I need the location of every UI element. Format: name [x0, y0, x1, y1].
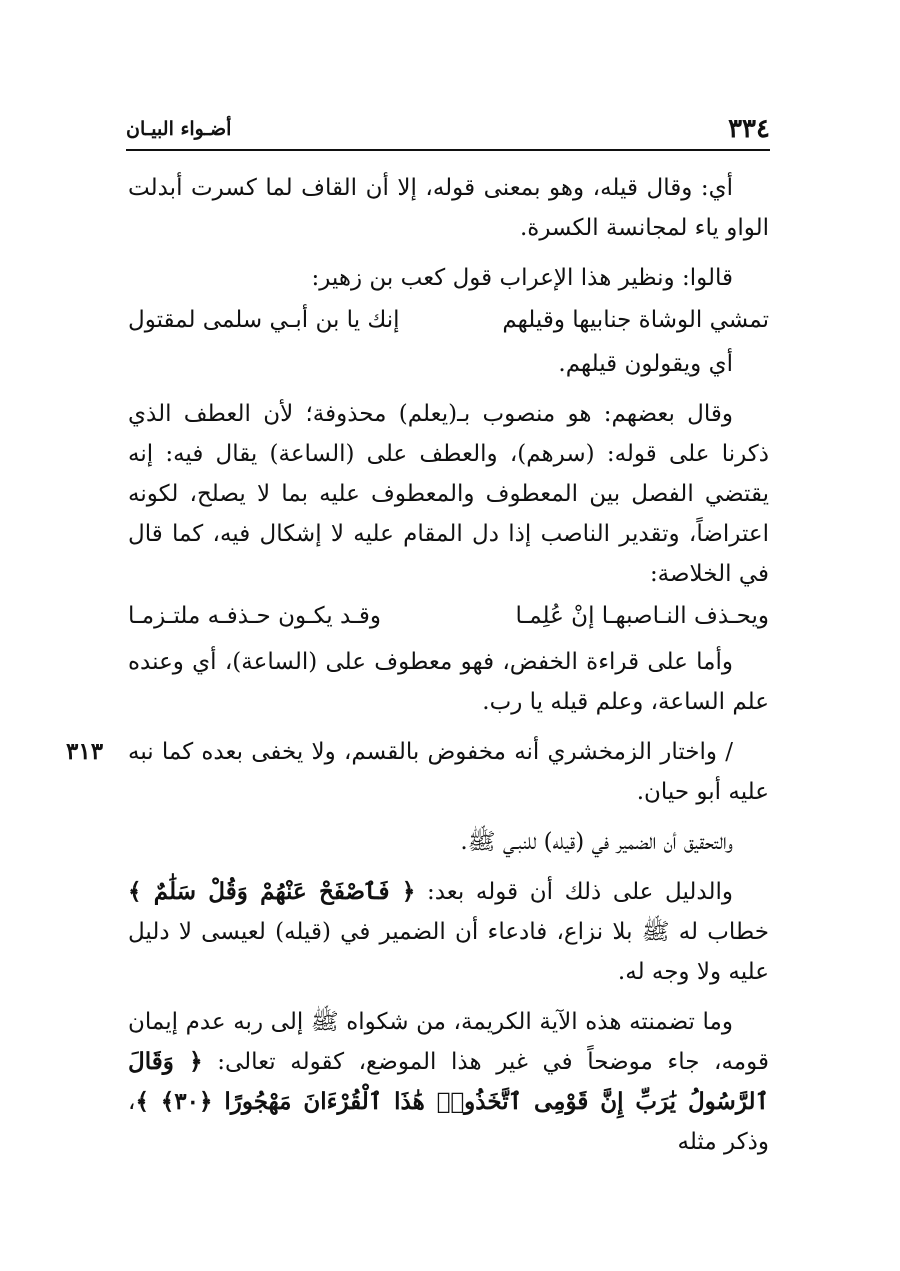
paragraph-3: أي ويقولون قيلهم. — [558, 351, 733, 377]
paragraph-6-wrap — [66, 732, 769, 812]
poetry-verse-2 — [128, 596, 769, 636]
paragraph-5: وأما على قراءة الخفض، فهو معطوف على (الساعة)، أي وعنده علم الساعة، وعلم قيله يا رب. — [128, 649, 769, 715]
paragraph-8 — [128, 872, 769, 992]
poetry-verse-1 — [128, 300, 769, 340]
main-text — [66, 168, 769, 1172]
paragraph-4: وقال بعضهم: هو منصوب بـ(يعلم) محذوفة؛ لأن العطف الذي ذكرنا على قوله: (سرهم)، والعطف على (الساعة) يقال فيه: إنه يقتضي الفصل بين المعطوف والمعطوف عليه بما لا يصلح، لكونه اعتراضاً، وتقدير الناصب إذا دل المقام عليه لا إشكال فيه، كما قال في الخلاصة: — [128, 401, 769, 587]
verse-1-first-hemistich: تمشي الوشاة جنابيها وقيلهم — [502, 307, 769, 333]
paragraph-9 — [128, 1002, 769, 1162]
paragraph-1: أي: وقال قيله، وهو بمعنى قوله، إلا أن القاف لما كسرت أبدلت الواو ياء لمجانسة الكسرة. — [128, 175, 769, 241]
margin-page-number: ٣١٣ — [66, 738, 104, 765]
paragraph-9-rest: ، وذكر مثله — [128, 1089, 769, 1155]
paragraph-7: والتحقيق أن الضمير في (قيله) للنبـي ﷺ. — [460, 829, 733, 855]
paragraph-8-rest: خطاب له ﷺ بلا نزاع، فادعاء أن الضمير في (قيله) لعيسى لا دليل عليه ولا وجه له. — [128, 919, 769, 985]
verse-2-second-hemistich: وقـد يكـون حـذفـه ملتـزمـا — [128, 603, 381, 629]
verse-1-second-hemistich: إنك يا بن أبـي سلمى لمقتول — [128, 307, 400, 333]
quran-verse-2: ﴿ وَقَالَ ٱلرَّسُولُ يَٰرَبِّ إِنَّ قَوْمِى ٱتَّخَذُوا۟ هَٰذَا ٱلْقُرْءَانَ مَهْجُورًا ﴿٣٠﴾ ﴾ — [128, 1048, 769, 1115]
header-rule — [126, 149, 770, 151]
verse-2-first-hemistich: ويحـذف النـاصبهـا إنْ عُلِمـا — [515, 603, 769, 629]
paragraph-9-intro: وما تضمنته هذه الآية الكريمة، من شكواه ﷺ إلى ربه عدم إيمان قومه، جاء موضحاً في غير هذا الموضع، كقوله تعالى: — [128, 1009, 769, 1075]
paragraph-2: قالوا: ونظير هذا الإعراب قول كعب بن زهير: — [311, 265, 733, 291]
paragraph-8-intro: والدليل على ذلك أن قوله بعد: — [426, 879, 733, 905]
page-number: ٣٣٤ — [728, 114, 770, 144]
page-header — [126, 112, 770, 148]
quran-verse-1: ﴿ فَٱصْفَحْ عَنْهُمْ وَقُلْ سَلَٰمٌ ﴾ — [128, 878, 416, 905]
paragraph-6: / واختار الزمخشري أنه مخفوض بالقسم، ولا يخفى بعده كما نبه عليه أبو حيان. — [128, 739, 769, 805]
book-title: أضـواء البيـان — [126, 118, 232, 140]
